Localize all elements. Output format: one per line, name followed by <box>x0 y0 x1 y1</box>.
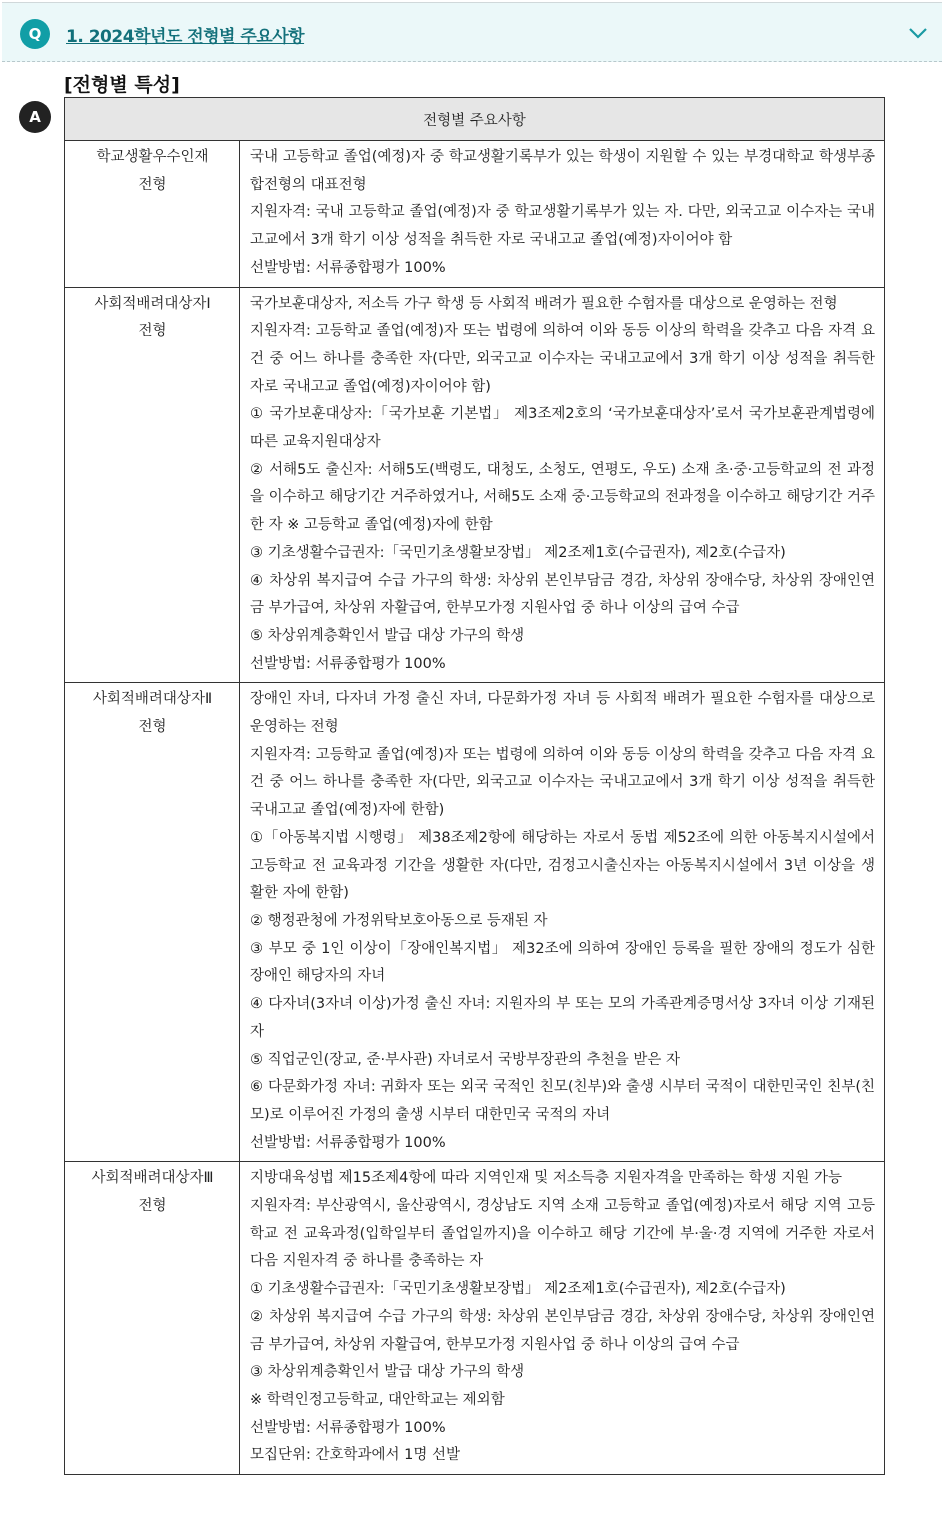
question-title-link[interactable]: 1. 2024학년도 전형별 주요사항 <box>66 27 305 47</box>
chevron-down-icon[interactable] <box>906 21 930 45</box>
admission-type-details <box>240 287 885 683</box>
type-name-line: 사회적배려대상자Ⅰ <box>94 295 211 312</box>
admission-type-details <box>240 1162 885 1475</box>
detail-line: 지원자격: 부산광역시, 울산광역시, 경상남도 지역 소재 고등학교 졸업(예정)자로서 해당 지역 고등학교 전 교육과정(입학일부터 졸업일까지)을 이수하고 해당 기간에 부·울·경 지역에 거주한 자로서 다음 지원자격 중 하나를 충족하는 자 <box>250 1198 875 1270</box>
detail-line: 선발방법: 서류종합평가 100% <box>250 1419 446 1436</box>
detail-line: ①「아동복지법 시행령」 제38조제2항에 해당하는 자로서 동법 제52조에 의한 아동복지시설에서 고등학교 전 교육과정 기간을 생활한 자(다만, 검정고시출신자는 아동복지시설에서 3년 이상을 생활한 자에 한함) <box>250 829 875 902</box>
detail-line: 지원자격: 국내 고등학교 졸업(예정)자 중 학교생활기록부가 있는 자. 다만, 외국고교 이수자는 국내고교에서 3개 학기 이상 성적을 취득한 자로 국내고교 졸업(예정)자이어야 함 <box>250 204 875 249</box>
table-row <box>65 683 885 1162</box>
admission-type-details <box>240 683 885 1162</box>
type-name-line: 전형 <box>138 719 167 736</box>
admission-type-name <box>65 683 240 1162</box>
type-name-line: 전형 <box>138 176 167 193</box>
detail-line: 국내 고등학교 졸업(예정)자 중 학교생활기록부가 있는 학생이 지원할 수 있는 부경대학교 학생부종합전형의 대표전형 <box>250 149 875 193</box>
detail-line: 지원자격: 고등학교 졸업(예정)자 또는 법령에 의하여 이와 동등 이상의 학력을 갖추고 다음 자격 요건 중 어느 하나를 충족한 자(다만, 외국고교 이수자는 국내고교에서 3개 학기 이상 성적을 취득한 자로 국내고교 졸업(예정)자이어야 함) <box>250 323 875 395</box>
section-title: [전형별 특성] <box>64 74 180 96</box>
table-row <box>65 1162 885 1475</box>
admission-type-name <box>65 287 240 683</box>
detail-line: 선발방법: 서류종합평가 100% <box>250 1134 446 1151</box>
detail-line: ⑤ 직업군인(장교, 준·부사관) 자녀로서 국방부장관의 추천을 받은 자 <box>250 1051 680 1068</box>
detail-line: ⑤ 차상위계층확인서 발급 대상 가구의 학생 <box>250 627 525 644</box>
detail-line: 선발방법: 서류종합평가 100% <box>250 259 446 276</box>
detail-line: ③ 부모 중 1인 이상이「장애인복지법」 제32조에 의하여 장애인 등록을 필한 장애의 정도가 심한 장애인 해당자의 자녀 <box>250 940 875 985</box>
admission-table <box>64 97 885 1475</box>
faq-question-header[interactable] <box>2 2 942 62</box>
detail-line: ② 행정관청에 가정위탁보호아동으로 등재된 자 <box>250 912 548 929</box>
detail-line: 장애인 자녀, 다자녀 가정 출신 자녀, 다문화가정 자녀 등 사회적 배려가 필요한 수험자를 대상으로 운영하는 전형 <box>250 691 875 736</box>
detail-line: ② 차상위 복지급여 수급 가구의 학생: 차상위 본인부담금 경감, 차상위 장애수당, 차상위 장애인연금 부가급여, 차상위 자활급여, 한부모가정 지원사업 중 하나 이상의 급여 수급 <box>250 1308 875 1353</box>
question-badge: Q <box>20 19 50 49</box>
admission-type-name <box>65 1162 240 1475</box>
admission-type-name <box>65 141 240 288</box>
admission-type-details <box>240 141 885 288</box>
detail-line: 국가보훈대상자, 저소득 가구 학생 등 사회적 배려가 필요한 수험자를 대상으로 운영하는 전형 <box>250 295 838 312</box>
detail-line: ④ 다자녀(3자녀 이상)가정 출신 자녀: 지원자의 부 또는 모의 가족관계증명서상 3자녀 이상 기재된 자 <box>250 996 875 1040</box>
detail-line: 모집단위: 간호학과에서 1명 선발 <box>250 1447 461 1464</box>
table-header: 전형별 주요사항 <box>65 98 885 141</box>
type-name-line: 전형 <box>138 323 167 340</box>
detail-line: ⑥ 다문화가정 자녀: 귀화자 또는 외국 국적인 친모(친부)와 출생 시부터 국적이 대한민국인 친부(친모)로 이루어진 가정의 출생 시부터 대한민국 국적의 자녀 <box>250 1079 875 1123</box>
detail-line: ④ 차상위 복지급여 수급 가구의 학생: 차상위 본인부담금 경감, 차상위 장애수당, 차상위 장애인연금 부가급여, 차상위 자활급여, 한부모가정 지원사업 중 하나 이상의 급여 수급 <box>250 572 875 617</box>
detail-line: ① 국가보훈대상자:「국가보훈 기본법」 제3조제2호의 ‘국가보훈대상자’로서 국가보훈관계법령에 따른 교육지원대상자 <box>250 406 875 451</box>
table-row <box>65 141 885 288</box>
detail-line: ※ 학력인정고등학교, 대안학교는 제외함 <box>250 1391 505 1408</box>
detail-line: 선발방법: 서류종합평가 100% <box>250 655 446 672</box>
detail-line: ③ 차상위계층확인서 발급 대상 가구의 학생 <box>250 1364 525 1381</box>
type-name-line: 학교생활우수인재 <box>96 149 209 165</box>
detail-line: 지원자격: 고등학교 졸업(예정)자 또는 법령에 의하여 이와 동등 이상의 학력을 갖추고 다음 자격 요건 중 어느 하나를 충족한 자(다만, 외국고교 이수자는 국내고교에서 3개 학기 이상 성적을 취득한 국내고교 졸업(예정)자에 한함) <box>250 746 875 819</box>
detail-line: ① 기초생활수급권자:「국민기초생활보장법」 제2조제1호(수급권자), 제2호(수급자) <box>250 1281 786 1298</box>
detail-line: ② 서해5도 출신자: 서해5도(백령도, 대청도, 소청도, 연평도, 우도) 소재 초·중·고등학교의 전 과정을 이수하고 해당기간 거주하였거나, 서해5도 소재 중·고등학교의 전과정을 이수하고 해당기간 거주한 자 ※ 고등학교 졸업(예정)자에 한함 <box>250 461 875 534</box>
type-name-line: 사회적배려대상자Ⅲ <box>91 1170 214 1187</box>
answer-badge: A <box>19 101 51 133</box>
detail-line: ③ 기초생활수급권자:「국민기초생활보장법」 제2조제1호(수급권자), 제2호(수급자) <box>250 544 786 561</box>
type-name-line: 사회적배려대상자Ⅱ <box>92 691 213 708</box>
type-name-line: 전형 <box>138 1198 167 1215</box>
detail-line: 지방대육성법 제15조제4항에 따라 지역인재 및 저소득층 지원자격을 만족하는 학생 지원 가능 <box>250 1170 843 1187</box>
table-row <box>65 287 885 683</box>
